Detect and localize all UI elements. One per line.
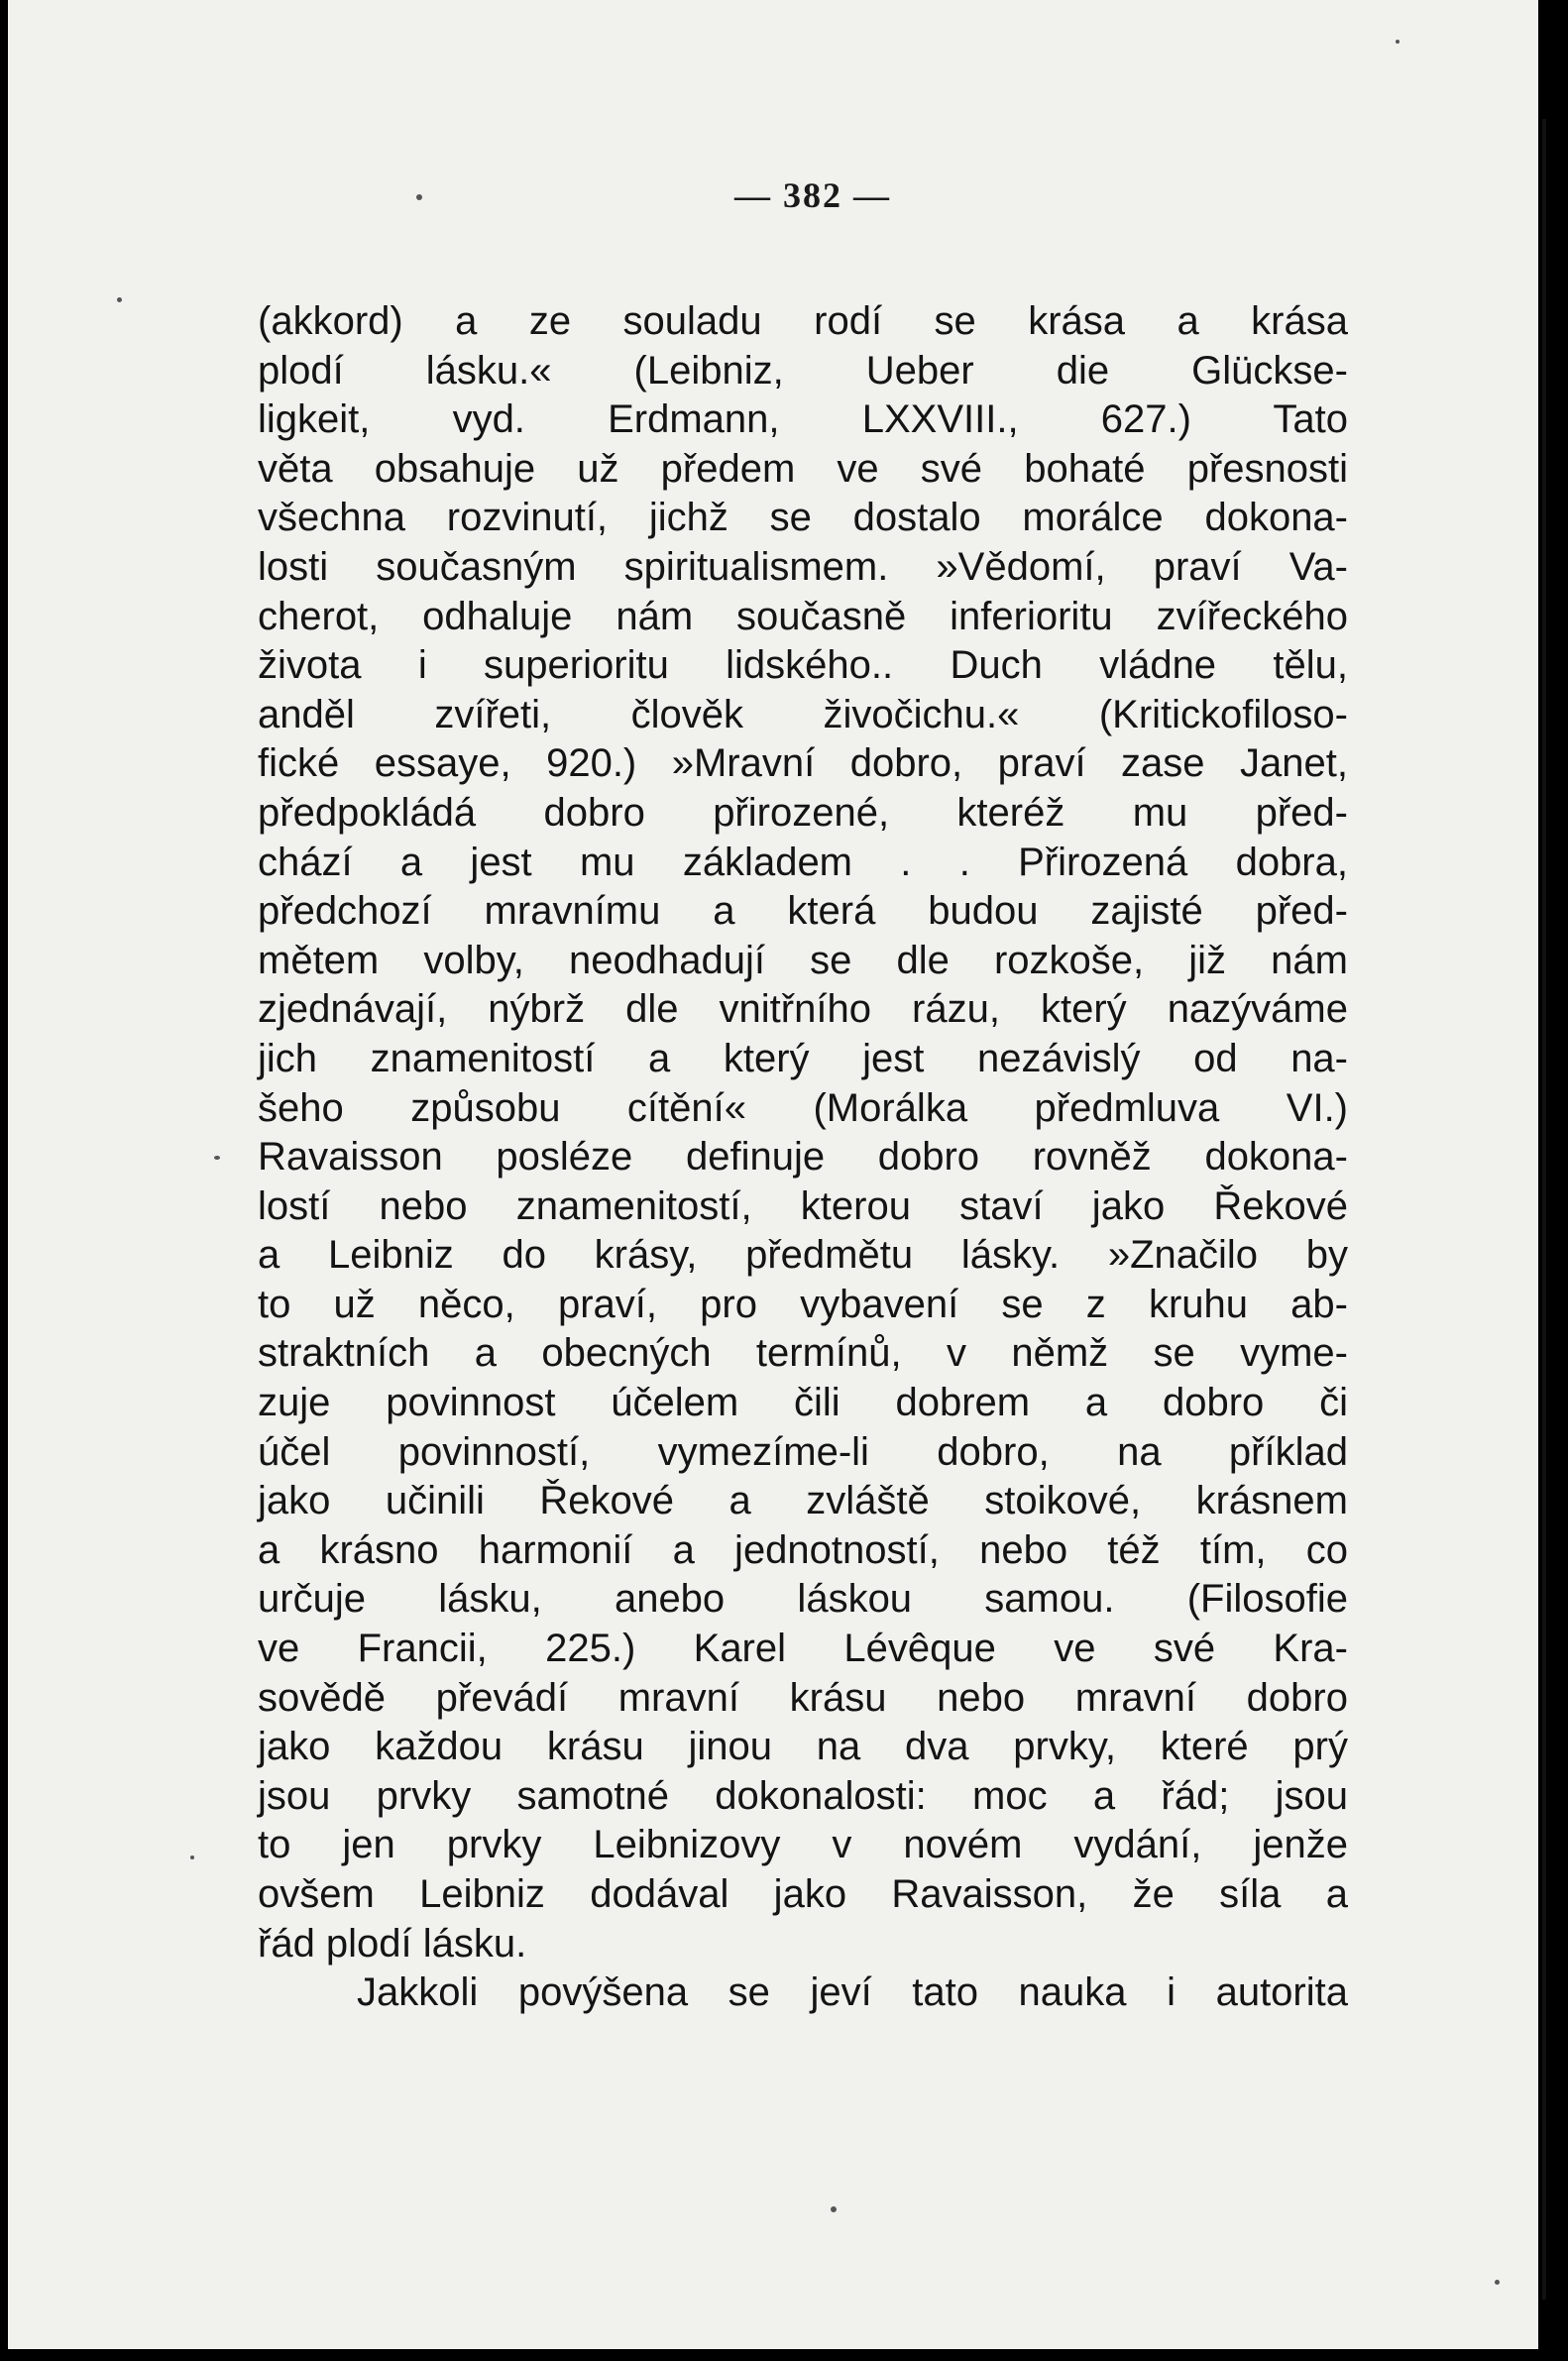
text-line: ve Francii, 225.) Karel Lévêque ve své Kra- xyxy=(258,1627,1348,1671)
text-line: účel povinností, vymezíme-li dobro, na příklad xyxy=(258,1429,1348,1474)
text-line: a krásno harmonií a jednotností, nebo též tím, co xyxy=(258,1527,1348,1572)
text-line: straktních a obecných termínů, v němž se vyme- xyxy=(258,1331,1348,1376)
text-line: a Leibniz do krásy, předmětu lásky. »Značilo by xyxy=(258,1233,1348,1278)
text-line: jako učinili Řekové a zvláště stoikové, krásnem xyxy=(258,1479,1348,1523)
text-line: jako každou krásu jinou na dva prvky, které prý xyxy=(258,1725,1348,1769)
scan-speck xyxy=(1495,2280,1500,2285)
text-line: Ravaisson posléze definuje dobro rovněž dokona- xyxy=(258,1135,1348,1180)
paragraph-end-line: řád plodí lásku. xyxy=(258,1921,527,1966)
text-line: předchozí mravnímu a která budou zajisté před- xyxy=(258,889,1348,934)
text-line: jsou prvky samotné dokonalosti: moc a řád; jsou xyxy=(258,1773,1348,1818)
text-line: zuje povinnost účelem čili dobrem a dobro či xyxy=(258,1381,1348,1425)
scan-speck xyxy=(190,1855,194,1859)
text-line: plodí lásku.« (Leibniz, Ueber die Glückse- xyxy=(258,348,1348,393)
text-line: předpokládá dobro přirozené, kteréž mu před- xyxy=(258,790,1348,835)
text-line: (akkord) a ze souladu rodí se krása a krása xyxy=(258,299,1348,343)
text-line: cherot, odhaluje nám současně inferioritu zvířeckého xyxy=(258,594,1348,638)
text-line: ovšem Leibniz dodával jako Ravaisson, že síla a xyxy=(258,1872,1348,1916)
text-line: fické essaye, 920.) »Mravní dobro, praví zase Janet, xyxy=(258,741,1348,786)
text-line: lostí nebo znamenitostí, kterou staví jako Řekové xyxy=(258,1183,1348,1228)
text-line: anděl zvířeti, člověk živočichu.« (Kritickofiloso- xyxy=(258,692,1348,736)
text-line: jich znamenitostí a který jest nezávislý od na- xyxy=(258,1036,1348,1080)
body-text xyxy=(258,297,1348,2018)
text-line: losti současným spiritualismem. »Vědomí, praví Va- xyxy=(258,544,1348,589)
scan-speck xyxy=(214,1156,220,1160)
paragraph-start-line: Jakkoli povýšena se jeví tato nauka i autorita xyxy=(357,1970,1348,2015)
text-line: sovědě převádí mravní krásu nebo mravní dobro xyxy=(258,1675,1348,1720)
scan-speck xyxy=(117,297,122,302)
text-line: chází a jest mu základem . . Přirozená dobra, xyxy=(258,840,1348,884)
text-line: života i superioritu lidského.. Duch vládne tělu, xyxy=(258,643,1348,688)
text-line: ligkeit, vyd. Erdmann, LXXVIII., 627.) Tato xyxy=(258,397,1348,442)
text-line: zjednávají, nýbrž dle vnitřního rázu, který nazýváme xyxy=(258,987,1348,1032)
text-line: věta obsahuje už předem ve své bohaté přesnosti xyxy=(258,446,1348,491)
text-line: určuje lásku, anebo láskou samou. (Filosofie xyxy=(258,1577,1348,1622)
scan-speck xyxy=(831,2206,837,2212)
text-line: to už něco, praví, pro vybavení se z kruhu ab- xyxy=(258,1282,1348,1326)
text-line: šeho způsobu cítění« (Morálka předmluva VI.) xyxy=(258,1085,1348,1130)
scan-edge-line xyxy=(1542,119,1546,2300)
text-line: všechna rozvinutí, jichž se dostalo morálce dokona- xyxy=(258,496,1348,540)
book-page xyxy=(8,0,1538,2349)
text-line: mětem volby, neodhadují se dle rozkoše, již nám xyxy=(258,938,1348,982)
text-line: to jen prvky Leibnizovy v novém vydání, jenže xyxy=(258,1823,1348,1867)
page-number: — 382 — xyxy=(734,175,891,215)
scan-speck xyxy=(1396,40,1400,44)
